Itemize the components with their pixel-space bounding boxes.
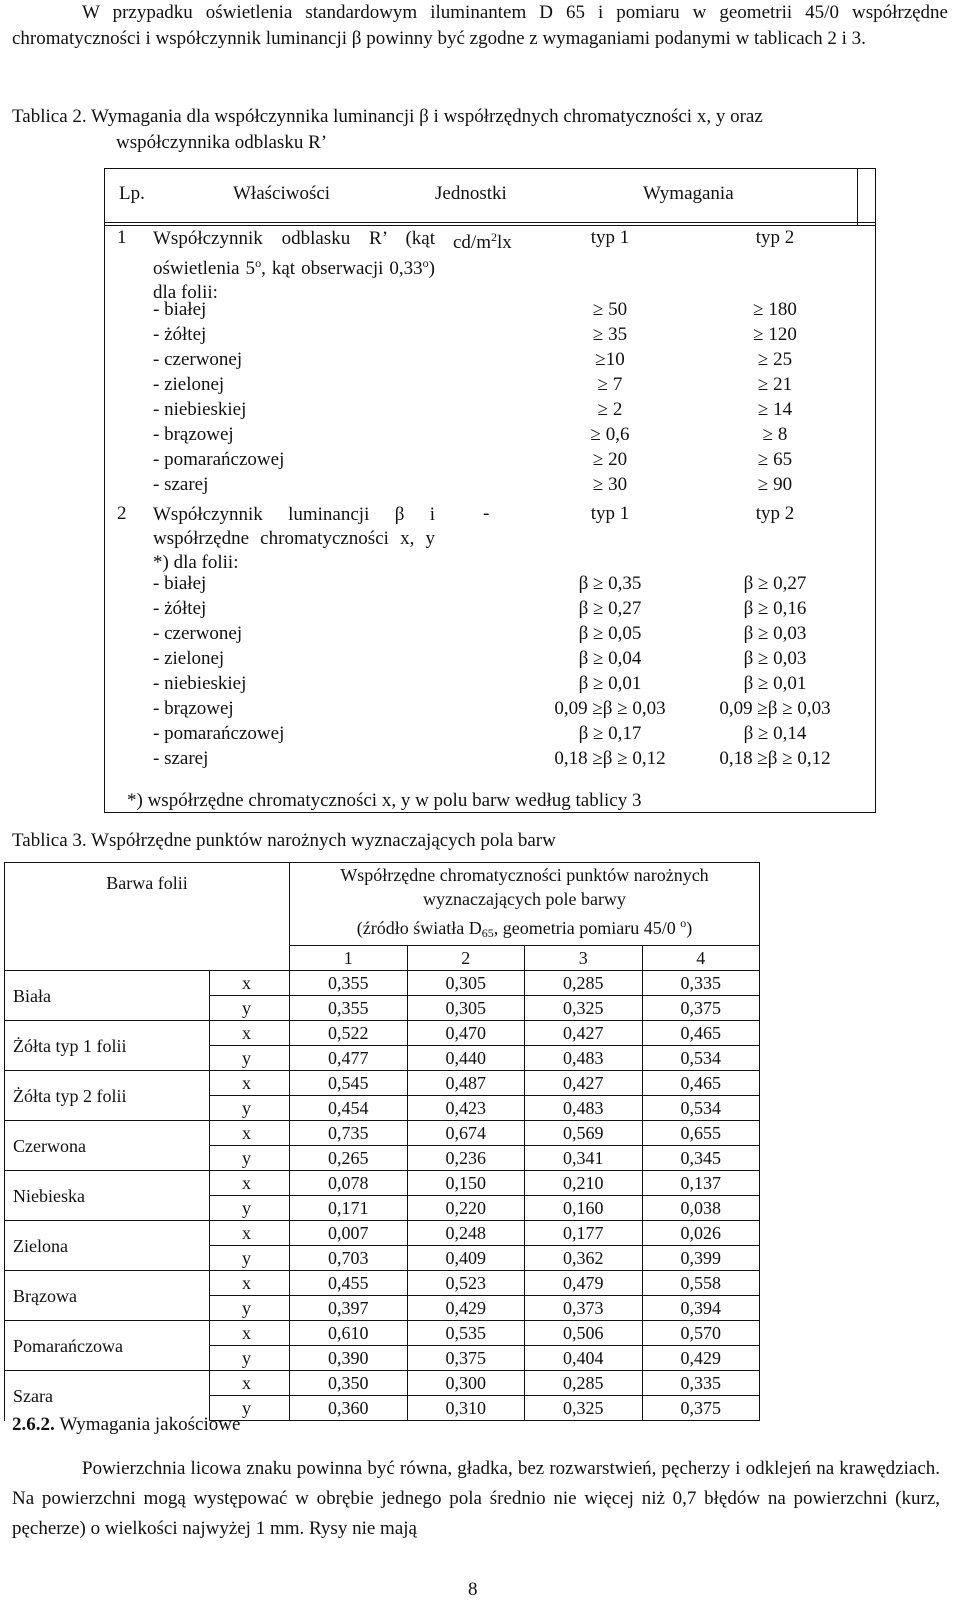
body-paragraph: Powierzchnia licowa znaku powinna być równa, gładka, bez rozwarstwień, pęcherzy i odklejeń na krawędziach. Na powierzchni mogą występować w obrębie jednego pola średnio nie więcej niż 0,7 błędów na powierzchni (kurz, pęcherze) o wielkości najwyżej 1 mm. Rysy nie mają xyxy=(12,1458,940,1539)
axis-label: y xyxy=(210,1296,290,1321)
coord-value: 0,305 xyxy=(407,996,525,1021)
coord-value: 0,429 xyxy=(642,1346,760,1371)
coord-value: 0,427 xyxy=(525,1071,643,1096)
coord-value: 0,523 xyxy=(407,1271,525,1296)
coord-value: 0,325 xyxy=(525,1396,643,1421)
coord-value: 0,038 xyxy=(642,1196,760,1221)
coord-value: 0,454 xyxy=(290,1096,408,1121)
table-row xyxy=(5,1221,760,1246)
coord-value: 0,390 xyxy=(290,1346,408,1371)
coord-value: 0,160 xyxy=(525,1196,643,1221)
table-row xyxy=(5,1071,760,1096)
axis-label: y xyxy=(210,1246,290,1271)
row1-lp: 1 xyxy=(117,227,127,248)
header-coords: Współrzędne chromatyczności punktów narożnych wyznaczających pole barwy (źródło światła $D_{65}$, geometria pomiaru 45/0 $^o$) xyxy=(290,863,760,946)
page-number: 8 xyxy=(468,1579,478,1600)
coord-value: 0,310 xyxy=(407,1396,525,1421)
coord-value: 0,534 xyxy=(642,1046,760,1071)
row1-unit: $cd/m^2lx$ xyxy=(453,230,512,253)
coord-value: 0,429 xyxy=(407,1296,525,1321)
row1-title: Współczynnik odblasku R’ (kąt oświetlenia 5$^o$, kąt obserwacji 0,33$^o$) dla folii: xyxy=(153,228,435,303)
coord-value: 0,455 xyxy=(290,1271,408,1296)
coord-value: 0,735 xyxy=(290,1121,408,1146)
coord-value: 0,350 xyxy=(290,1371,408,1396)
coord-value: 0,409 xyxy=(407,1246,525,1271)
coord-value: 0,026 xyxy=(642,1221,760,1246)
coord-value: 0,300 xyxy=(407,1371,525,1396)
coord-value: 0,360 xyxy=(290,1396,408,1421)
coord-value: 0,305 xyxy=(407,971,525,996)
coord-value: 0,265 xyxy=(290,1146,408,1171)
coord-value: 0,399 xyxy=(642,1246,760,1271)
coord-value: 0,394 xyxy=(642,1296,760,1321)
coord-value: 0,373 xyxy=(525,1296,643,1321)
coord-value: 0,703 xyxy=(290,1246,408,1271)
header-col-1: 1 xyxy=(290,946,408,971)
coord-value: 0,440 xyxy=(407,1046,525,1071)
row2-typ1-values: β ≥ 0,35 β ≥ 0,27 β ≥ 0,05 β ≥ 0,04 β ≥ 0,01 0,09 ≥β ≥ 0,03 β ≥ 0,17 0,18 ≥β ≥ 0,12 xyxy=(554,573,666,769)
table3-title: Tablica 3. Współrzędne punktów narożnych wyznaczających pola barw xyxy=(12,830,556,851)
coord-value: 0,674 xyxy=(407,1121,525,1146)
color-name: Zielona xyxy=(5,1221,210,1271)
row1-typ2-label: typ 2 xyxy=(755,227,795,248)
coord-value: 0,465 xyxy=(642,1071,760,1096)
coord-value: 0,137 xyxy=(642,1171,760,1196)
coord-value: 0,375 xyxy=(407,1346,525,1371)
row2-unit: - xyxy=(483,503,490,524)
coord-value: 0,404 xyxy=(525,1346,643,1371)
axis-label: y xyxy=(210,1096,290,1121)
coord-value: 0,423 xyxy=(407,1096,525,1121)
coord-value: 0,570 xyxy=(642,1321,760,1346)
header-color: Barwa folii xyxy=(5,863,290,971)
coord-value: 0,335 xyxy=(642,971,760,996)
coord-value: 0,655 xyxy=(642,1121,760,1146)
axis-label: x xyxy=(210,1221,290,1246)
axis-label: x xyxy=(210,1021,290,1046)
coord-value: 0,535 xyxy=(407,1321,525,1346)
axis-label: y xyxy=(210,1346,290,1371)
coord-value: 0,610 xyxy=(290,1321,408,1346)
coord-value: 0,470 xyxy=(407,1021,525,1046)
axis-label: x xyxy=(210,1271,290,1296)
header-col-2: 2 xyxy=(407,946,525,971)
table-row xyxy=(5,1021,760,1046)
coord-value: 0,477 xyxy=(290,1046,408,1071)
coord-value: 0,375 xyxy=(642,996,760,1021)
coord-value: 0,465 xyxy=(642,1021,760,1046)
row2-title: Współczynnik luminancji β i współrzędne chromatyczności x, y *) dla folii: xyxy=(153,504,435,573)
color-name: Szara xyxy=(5,1371,210,1421)
axis-label: y xyxy=(210,1046,290,1071)
table-row xyxy=(5,1371,760,1396)
color-name: Czerwona xyxy=(5,1121,210,1171)
row2-typ2-label: typ 2 xyxy=(755,503,795,524)
coord-value: 0,375 xyxy=(642,1396,760,1421)
axis-label: x xyxy=(210,971,290,996)
header-requirements: Wymagania xyxy=(643,183,734,204)
header-col-4: 4 xyxy=(642,946,760,971)
table2 xyxy=(104,168,876,813)
color-name: Biała xyxy=(5,971,210,1021)
coord-value: 0,427 xyxy=(525,1021,643,1046)
axis-label: x xyxy=(210,1121,290,1146)
row2-items: - białej - żółtej - czerwonej - zielonej - niebieskiej - brązowej - pomarańczowej - szarej xyxy=(153,573,285,769)
intro-paragraph: W przypadku oświetlenia standardowym iluminantem D 65 i pomiaru w geometrii 45/0 współrzędne chromatyczności i współczynnik luminancji β powinny być zgodne z wymaganiami podanymi w tablicach 2 i 3. xyxy=(12,2,948,49)
row2-typ1-label: typ 1 xyxy=(590,503,630,524)
coord-value: 0,007 xyxy=(290,1221,408,1246)
color-name: Pomarańczowa xyxy=(5,1321,210,1371)
table-row xyxy=(5,1321,760,1346)
coord-value: 0,345 xyxy=(642,1146,760,1171)
axis-label: x xyxy=(210,1321,290,1346)
table2-footnote: *) współrzędne chromatyczności x, y w polu barw według tablicy 3 xyxy=(127,790,642,811)
coord-value: 0,545 xyxy=(290,1071,408,1096)
coord-value: 0,325 xyxy=(525,996,643,1021)
axis-label: x xyxy=(210,1171,290,1196)
table3 xyxy=(4,862,760,1421)
table-row xyxy=(5,971,760,996)
coord-value: 0,534 xyxy=(642,1096,760,1121)
coord-value: 0,220 xyxy=(407,1196,525,1221)
axis-label: y xyxy=(210,1196,290,1221)
coord-value: 0,285 xyxy=(525,971,643,996)
coord-value: 0,355 xyxy=(290,996,408,1021)
table-row xyxy=(5,1121,760,1146)
coord-value: 0,078 xyxy=(290,1171,408,1196)
coord-value: 0,569 xyxy=(525,1121,643,1146)
color-name: Żółta typ 1 folii xyxy=(5,1021,210,1071)
coord-value: 0,236 xyxy=(407,1146,525,1171)
color-name: Niebieska xyxy=(5,1171,210,1221)
section-heading: 2.6.2. Wymagania jakościowe xyxy=(12,1414,241,1435)
axis-label: y xyxy=(210,996,290,1021)
table2-caption: Tablica 2. Wymagania dla współczynnika luminancji β i współrzędnych chromatyczności x, y oraz współczynnika odblasku R’ xyxy=(12,106,763,153)
coord-value: 0,248 xyxy=(407,1221,525,1246)
coord-value: 0,150 xyxy=(407,1171,525,1196)
axis-label: x xyxy=(210,1371,290,1396)
row1-typ1-label: typ 1 xyxy=(590,227,630,248)
coord-value: 0,285 xyxy=(525,1371,643,1396)
header-col-3: 3 xyxy=(525,946,643,971)
coord-value: 0,341 xyxy=(525,1146,643,1171)
axis-label: x xyxy=(210,1071,290,1096)
coord-value: 0,171 xyxy=(290,1196,408,1221)
coord-value: 0,483 xyxy=(525,1096,643,1121)
coord-value: 0,487 xyxy=(407,1071,525,1096)
coord-value: 0,479 xyxy=(525,1271,643,1296)
table-row xyxy=(5,1171,760,1196)
coord-value: 0,522 xyxy=(290,1021,408,1046)
coord-value: 0,210 xyxy=(525,1171,643,1196)
row1-items: - białej - żółtej - czerwonej - zielonej - niebieskiej - brązowej - pomarańczowej - szarej xyxy=(153,299,285,495)
coord-value: 0,483 xyxy=(525,1046,643,1071)
header-properties: Właściwości xyxy=(233,183,331,204)
coord-value: 0,558 xyxy=(642,1271,760,1296)
coord-value: 0,355 xyxy=(290,971,408,996)
axis-label: y xyxy=(210,1146,290,1171)
axis-label: y xyxy=(210,1396,290,1421)
color-name: Żółta typ 2 folii xyxy=(5,1071,210,1121)
coord-value: 0,362 xyxy=(525,1246,643,1271)
coord-value: 0,177 xyxy=(525,1221,643,1246)
row1-typ1-values: ≥ 50 ≥ 35 ≥10 ≥ 7 ≥ 2 ≥ 0,6 ≥ 20 ≥ 30 xyxy=(590,299,630,495)
row2-lp: 2 xyxy=(117,503,127,524)
table2-header xyxy=(105,169,875,226)
coord-value: 0,335 xyxy=(642,1371,760,1396)
table-row xyxy=(5,1271,760,1296)
row2-typ2-values: β ≥ 0,27 β ≥ 0,16 β ≥ 0,03 β ≥ 0,03 β ≥ 0,01 0,09 ≥β ≥ 0,03 β ≥ 0,14 0,18 ≥β ≥ 0,12 xyxy=(719,573,831,769)
header-lp: Lp. xyxy=(119,183,145,204)
header-units: Jednostki xyxy=(435,183,507,204)
coord-value: 0,506 xyxy=(525,1321,643,1346)
color-name: Brązowa xyxy=(5,1271,210,1321)
row1-typ2-values: ≥ 180 ≥ 120 ≥ 25 ≥ 21 ≥ 14 ≥ 8 ≥ 65 ≥ 90 xyxy=(753,299,797,495)
coord-value: 0,397 xyxy=(290,1296,408,1321)
